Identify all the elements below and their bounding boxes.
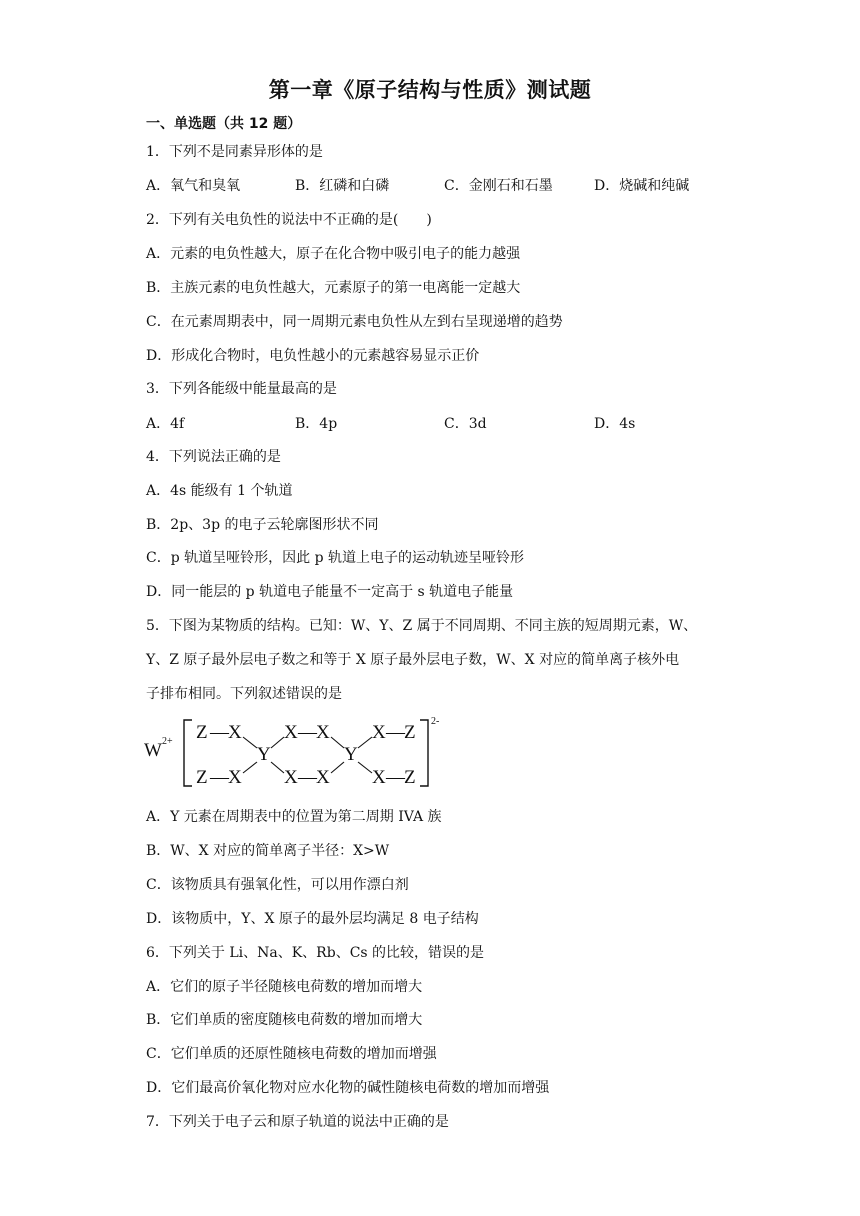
question-2-option-a: A．元素的电负性越大，原子在化合物中吸引电子的能力越强	[146, 246, 521, 262]
question-6-option-c: C．它们单质的还原性随核电荷数的增加而增强	[146, 1046, 437, 1062]
x-atom-top-middle-1: X	[284, 722, 298, 743]
right-bracket	[420, 720, 428, 786]
structure-diagram	[140, 710, 450, 800]
question-5-stem-line-1: 5．下图为某物质的结构。已知：W、Y、Z 属于不同周期、不同主族的短周期元素，W、	[146, 618, 698, 634]
question-5-option-c: C．该物质具有强氧化性，可以用作漂白剂	[146, 877, 409, 893]
question-6-option-d: D．它们最高价氧化物对应水化物的碱性随核电荷数的增加而增强	[146, 1080, 550, 1096]
bond-line	[331, 762, 344, 773]
anion-charge: 2-	[431, 716, 440, 727]
bond-line	[358, 762, 372, 773]
bond-line	[271, 737, 284, 748]
question-4-option-d: D．同一能层的 p 轨道电子能量不一定高于 s 轨道电子能量	[146, 584, 514, 600]
bond-top-right: —	[386, 722, 405, 743]
page-title: 第一章《原子结构与性质》测试题	[268, 78, 592, 102]
question-5-option-a: A．Y 元素在周期表中的位置为第二周期 IVA 族	[146, 809, 442, 825]
question-1-stem: 1．下列不是同素异形体的是	[146, 144, 323, 160]
y-atom-left: Y	[257, 744, 271, 765]
question-3-option-d: D．4s	[594, 416, 636, 432]
x-atom-bottom-middle-2: X	[316, 767, 330, 788]
question-5-stem-line-2: Y、Z 原子最外层电子数之和等于 X 原子最外层电子数，W、X 对应的简单离子核外电	[146, 652, 680, 668]
question-2-option-d: D．形成化合物时，电负性越小的元素越容易显示正价	[146, 348, 480, 364]
question-5-stem-line-3: 子排布相同。下列叙述错误的是	[146, 686, 342, 702]
bond-bottom-right: —	[386, 767, 405, 788]
x-atom-bottom-left: X	[228, 767, 242, 788]
bond-top-middle: —	[298, 722, 317, 743]
question-7-stem: 7．下列关于电子云和原子轨道的说法中正确的是	[146, 1114, 449, 1130]
bond-bottom-left: —	[210, 767, 229, 788]
question-1-option-b: B．红磷和白磷	[295, 178, 390, 194]
question-1-option-c: C．金刚石和石墨	[444, 178, 553, 194]
z-atom-bottom-left: Z	[196, 767, 208, 788]
question-5-option-b: B．W、X 对应的简单离子半径：X>W	[146, 843, 390, 859]
bond-line	[331, 737, 344, 748]
question-4-option-c: C．p 轨道呈哑铃形，因此 p 轨道上电子的运动轨迹呈哑铃形	[146, 550, 524, 566]
question-4-option-b: B．2p、3p 的电子云轮廓图形状不同	[146, 517, 379, 533]
x-atom-top-left: X	[228, 722, 242, 743]
question-4-option-a: A．4s 能级有 1 个轨道	[146, 483, 293, 499]
bond-bottom-middle: —	[298, 767, 317, 788]
question-1-option-a: A．氧气和臭氧	[146, 178, 241, 194]
question-3-option-b: B．4p	[295, 416, 338, 432]
z-atom-top-right: Z	[404, 722, 416, 743]
bond-line	[243, 762, 257, 773]
question-6-stem: 6．下列关于 Li、Na、K、Rb、Cs 的比较，错误的是	[146, 945, 485, 961]
question-1-option-d: D．烧碱和纯碱	[594, 178, 690, 194]
x-atom-bottom-middle-1: X	[284, 767, 298, 788]
z-atom-top-left: Z	[196, 722, 208, 743]
bond-line	[243, 737, 257, 748]
y-atom-right: Y	[344, 744, 358, 765]
question-4-stem: 4．下列说法正确的是	[146, 449, 281, 465]
x-atom-top-right: X	[372, 722, 386, 743]
question-2-stem: 2．下列有关电负性的说法中不正确的是( )	[146, 212, 432, 228]
x-atom-top-middle-2: X	[316, 722, 330, 743]
bond-line	[358, 737, 372, 748]
question-6-option-b: B．它们单质的密度随核电荷数的增加而增大	[146, 1012, 423, 1028]
section-header: 一、单选题（共 12 题）	[146, 116, 302, 132]
question-3-stem: 3．下列各能级中能量最高的是	[146, 381, 337, 397]
question-2-option-b: B．主族元素的电负性越大，元素原子的第一电离能一定越大	[146, 280, 521, 296]
question-6-option-a: A．它们的原子半径随核电荷数的增加而增大	[146, 979, 423, 995]
bond-line	[271, 762, 284, 773]
cation-symbol: W	[144, 740, 162, 761]
left-bracket	[184, 720, 192, 786]
z-atom-bottom-right: Z	[404, 767, 416, 788]
cation-charge: 2+	[162, 736, 173, 747]
bond-top-left: —	[210, 722, 229, 743]
question-3-option-c: C．3d	[444, 416, 487, 432]
question-2-option-c: C．在元素周期表中，同一周期元素电负性从左到右呈现递增的趋势	[146, 314, 563, 330]
question-5-option-d: D．该物质中，Y、X 原子的最外层均满足 8 电子结构	[146, 911, 479, 927]
x-atom-bottom-right: X	[372, 767, 386, 788]
question-3-option-a: A．4f	[146, 416, 185, 432]
